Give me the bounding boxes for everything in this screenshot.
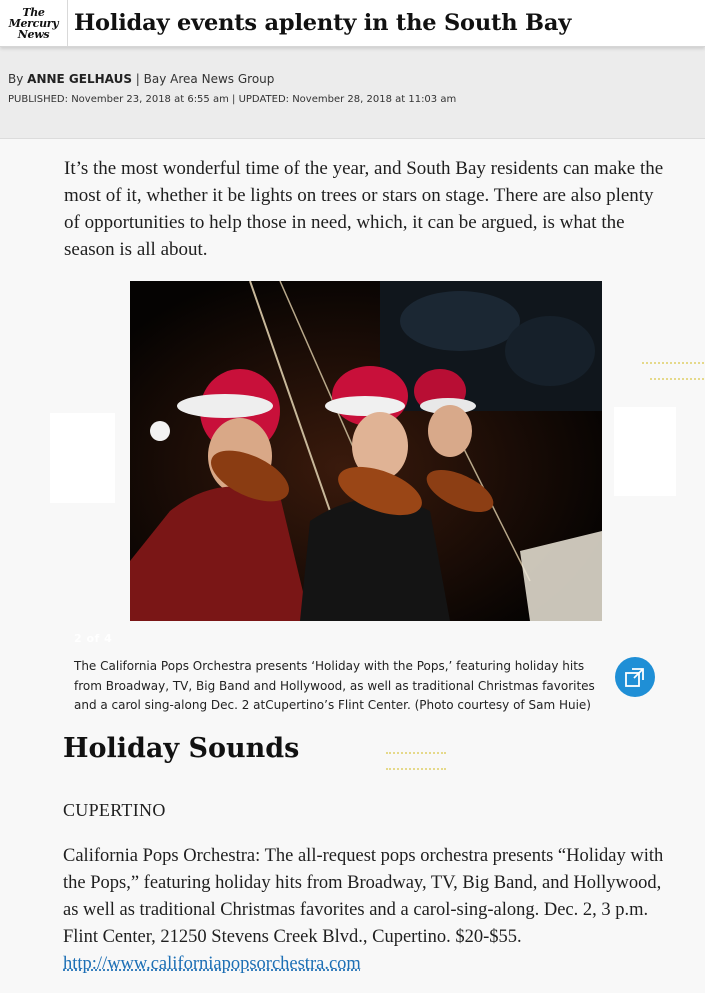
decorative-dots: [386, 768, 446, 770]
byline-prefix: By: [8, 72, 24, 86]
published-date: November 23, 2018 at 6:55 am: [71, 94, 229, 105]
logo-line-1: The: [22, 5, 45, 19]
expand-gallery-button[interactable]: [615, 657, 655, 697]
byline: [8, 72, 274, 86]
updated-label: | UPDATED:: [232, 94, 290, 105]
decorative-dots: [650, 378, 704, 380]
byline-separator: |: [135, 72, 140, 86]
event-text: California Pops Orchestra: The all-request pops orchestra presents “Holiday with the Pops,” featuring holiday hits from Broadway, TV, Big Band, and Hollywood, as well as traditional Christmas favorites and a carol-sing-along. Dec. 2, 3 p.m. Flint Center, 21250 Stevens Creek Blvd., Cupertino. $20-$55.: [63, 846, 664, 947]
decorative-dots: [642, 362, 704, 364]
city-label: CUPERTINO: [63, 800, 166, 820]
gallery-photo[interactable]: [130, 281, 602, 621]
gallery-prev-area[interactable]: [50, 413, 115, 503]
published-label: PUBLISHED:: [8, 94, 68, 105]
logo-line-3: News: [17, 27, 50, 41]
top-bar: [0, 0, 705, 47]
decorative-dots: [386, 752, 446, 754]
mercury-news-logo[interactable]: [0, 0, 68, 46]
updated-date: November 28, 2018 at 11:03 am: [292, 94, 457, 105]
logo-line-2: Mercury: [8, 16, 59, 30]
article-intro: It’s the most wonderful time of the year, and South Bay residents can make the most of it, whether it be lights on trees or stars on stage. There are also plenty of opportunities to help those in need, which, it can be argued, is what the season is all about.: [64, 158, 664, 260]
article-meta: [0, 47, 705, 139]
gallery-next-area[interactable]: [614, 407, 676, 496]
event-link[interactable]: http://www.californiapopsorchestra.com: [63, 954, 361, 974]
expand-icon: [623, 665, 647, 689]
article-headline: Holiday events aplenty in the South Bay: [74, 10, 572, 36]
event-description: [63, 843, 678, 978]
photo-caption: The California Pops Orchestra presents ‘Holiday with the Pops,’ featuring holiday hits from Broadway, TV, Big Band and Hollywood, as well as traditional Christmas favorites and a carol sing-along Dec. 2 atCupertino’s Flint Center. (Photo courtesy of Sam Huie): [74, 659, 595, 712]
section-heading: Holiday Sounds: [63, 733, 300, 764]
author-name[interactable]: ANNE GELHAUS: [27, 72, 132, 86]
publish-dates: [8, 94, 456, 105]
gallery-counter: 2 of 4: [74, 632, 113, 645]
orchestra-photo-image: [130, 281, 602, 621]
organization-name: Bay Area News Group: [143, 72, 275, 86]
